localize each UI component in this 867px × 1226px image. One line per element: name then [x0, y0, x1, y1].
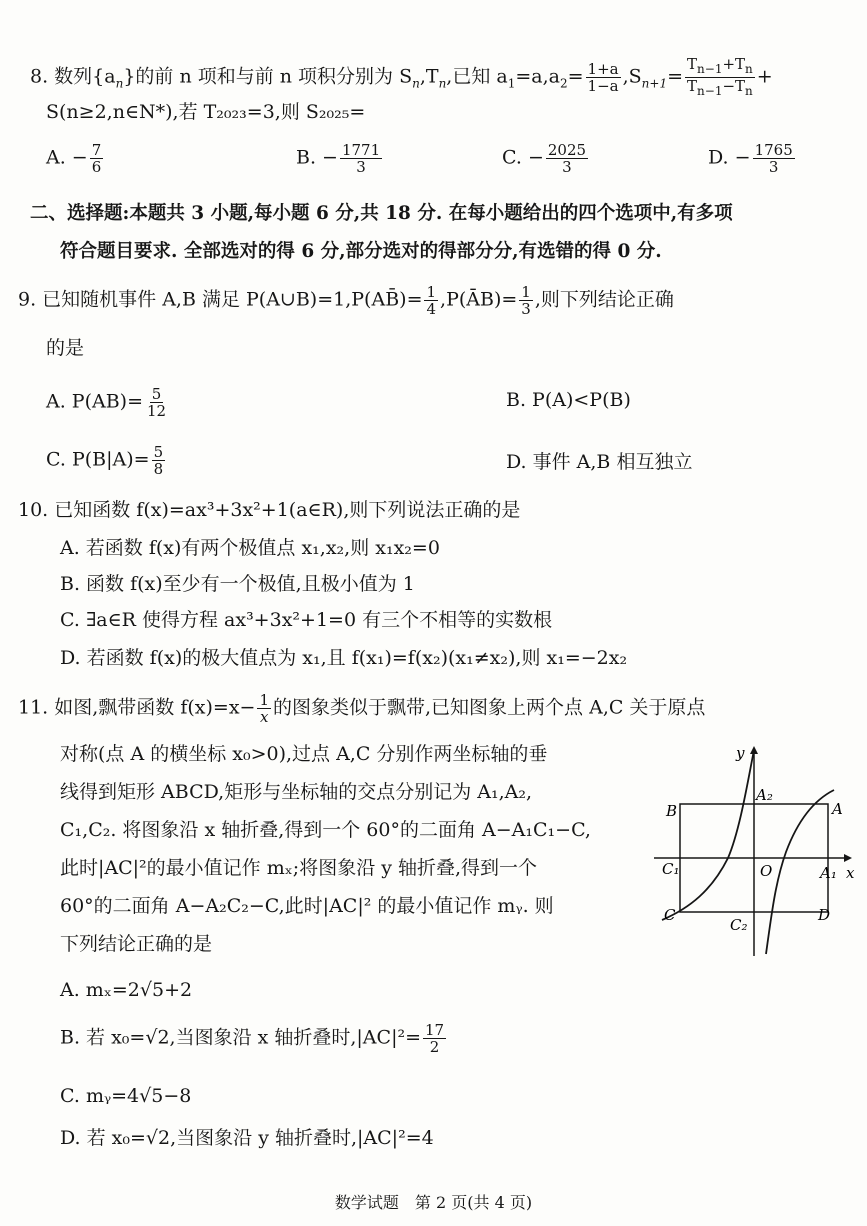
q8-text-e: =	[567, 65, 584, 88]
q8-line2: S(n≥2,n∈N*),若 T₂₀₂₃=3,则 S₂₀₂₅=	[46, 101, 366, 123]
label-a: A	[832, 800, 843, 818]
q9-option-b[interactable]: B. P(A)<P(B)	[506, 389, 631, 411]
q11-line3: 线得到矩形 ABCD,矩形与坐标轴的交点分别记为 A₁,A₂,	[60, 781, 533, 803]
label-x: x	[846, 864, 855, 882]
page-footer: 数学试题 第 2 页(共 4 页)	[334, 1193, 533, 1212]
label-d: D	[818, 906, 831, 924]
q11-line7: 下列结论正确的是	[60, 933, 213, 955]
label-o: O	[760, 862, 773, 880]
label-y: y	[736, 744, 745, 762]
q11-option-d[interactable]: D. 若 x₀=√2,当图象沿 y 轴折叠时,|AC|²=4	[60, 1127, 434, 1149]
label-c: C	[664, 906, 676, 924]
q11-option-c[interactable]: C. mᵧ=4√5−8	[60, 1085, 192, 1107]
q8-option-d[interactable]: D. − $\frac{1765}{3}$	[708, 141, 793, 176]
q9-line1: 9. 已知随机事件 A,B 满足 P(A∪B)=1,P(AB̄)= $\frac{1}{4}$ ,P(ĀB)= $\frac{1}{3}$ ,则下列结论正确	[18, 283, 674, 318]
q10-option-d[interactable]: D. 若函数 f(x)的极大值点为 x₁,且 f(x₁)=f(x₂)(x₁≠x₂),则 x₁=−2x₂	[60, 647, 628, 669]
q10-stem: 10. 已知函数 f(x)=ax³+3x²+1(a∈R),则下列说法正确的是	[18, 499, 521, 521]
section2-heading-line2: 符合题目要求. 全部选对的得 6 分,部分选对的得部分分,有选错的得 0 分.	[60, 241, 662, 262]
section2-heading-line1: 二、选择题:本题共 3 小题,每小题 6 分,共 18 分. 在每小题给出的四个选项中,有多项	[30, 203, 733, 224]
q8-frac1: $\frac{1+a}{1-a}$	[587, 60, 619, 95]
q8-option-a[interactable]: A. − $\frac{7}{6}$	[46, 141, 102, 176]
q11-line2: 对称(点 A 的横坐标 x₀>0),过点 A,C 分别作两坐标轴的垂	[60, 743, 548, 765]
q10-option-c[interactable]: C. ∃a∈R 使得方程 ax³+3x²+1=0 有三个不相等的实数根	[60, 609, 553, 631]
label-b: B	[666, 802, 678, 820]
q8-frac2: $\frac{T_{n-1}+T_n}{T_{n-1}-T_n}$	[687, 55, 753, 98]
q11-line6: 60°的二面角 A−A₂C₂−C,此时|AC|² 的最小值记作 mᵧ. 则	[60, 895, 554, 917]
q8-text-c: ,已知 a	[446, 65, 508, 88]
q8-line1: 8. 数列$\{a_n\}$的前 n 项和与前 n 项积分别为 $S_n,T_n$,已知 $a_1=a,a_2=$ $\frac{1+a}{1-a}$ $,S_{n+1}=$ $\frac{T_{n-1}+T_n}{T_{n-1}-T_n}$ +	[30, 55, 773, 98]
q11-line4: C₁,C₂. 将图象沿 x 轴折叠,得到一个 60°的二面角 A−A₁C₁−C,	[60, 819, 591, 841]
q8-text-f: ,S	[622, 65, 642, 88]
q10-option-a[interactable]: A. 若函数 f(x)有两个极值点 x₁,x₂,则 x₁x₂=0	[60, 537, 440, 559]
q9-line2: 的是	[46, 337, 85, 359]
q11-line1: 11. 如图,飘带函数 f(x)=x− $\frac{1}{x}$ 的图象类似于飘带,已知图象上两个点 A,C 关于原点	[18, 691, 706, 726]
q9-option-a[interactable]: A. P(AB)= $\frac{5}{12}$	[46, 385, 167, 420]
q9-option-c[interactable]: C. P(B|A)= $\frac{5}{8}$	[46, 443, 164, 478]
q8-option-c[interactable]: C. − $\frac{2025}{3}$	[502, 141, 587, 176]
x-axis-arrow	[844, 854, 852, 862]
q11-option-a[interactable]: A. mₓ=2√5+2	[60, 979, 193, 1001]
q8-text-g: =	[667, 65, 684, 88]
label-c1: C₁	[662, 860, 680, 878]
label-a1: A₁	[820, 864, 837, 882]
q11-option-b[interactable]: B. 若 x₀=√2,当图象沿 x 轴折叠时,|AC|²= $\frac{17}{2}$	[60, 1021, 445, 1056]
q10-option-b[interactable]: B. 函数 f(x)至少有一个极值,且极小值为 1	[60, 573, 415, 595]
label-c2: C₂	[730, 916, 748, 934]
curve-left-branch	[662, 750, 754, 920]
q8-text-b: }的前 n 项和与前 n 项积分别为 S	[123, 65, 413, 88]
q11-line5: 此时|AC|²的最小值记作 mₓ;将图象沿 y 轴折叠,得到一个	[60, 857, 538, 879]
q9-option-d[interactable]: D. 事件 A,B 相互独立	[506, 451, 693, 473]
q8-text-a: 8. 数列{a	[30, 65, 116, 88]
label-a2: A₂	[756, 786, 773, 804]
q8-text-d: =a,a	[515, 65, 560, 88]
q8-option-b[interactable]: B. − $\frac{1771}{3}$	[296, 141, 381, 176]
q11-figure	[650, 740, 860, 960]
